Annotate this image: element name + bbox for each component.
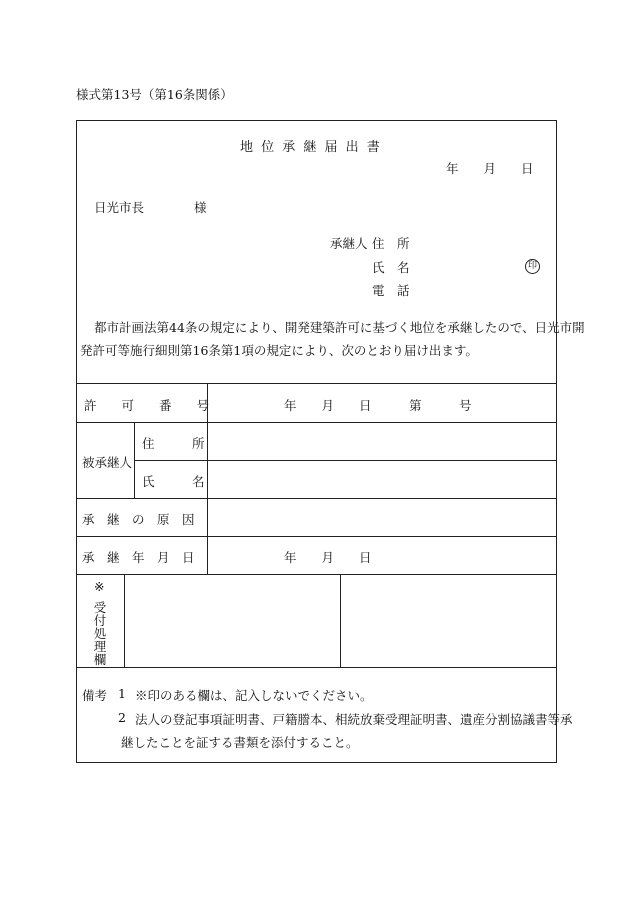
succession-reason-label: 承 継 の 原 因: [82, 512, 195, 527]
succession-date-value: 年 月 日: [284, 550, 372, 565]
reception-label-char: 処: [93, 626, 107, 641]
divider-line: [76, 574, 556, 575]
predecessor-label: 被承継人: [82, 455, 133, 470]
remark-2-number: 2: [118, 710, 126, 725]
reception-mark: ※: [94, 579, 105, 594]
applicant-address-label: 住 所: [372, 236, 410, 251]
submission-date: 年 月 日: [446, 161, 534, 176]
permit-number-value: 年 月 日 第 号: [284, 398, 472, 413]
predecessor-address-label: 住 所: [142, 436, 205, 451]
form-number: 様式第13号（第16条関係）: [76, 87, 233, 102]
addressee: 日光市長 様: [94, 200, 207, 215]
applicant-role: 承継人: [330, 236, 368, 251]
form-title: 地 位 承 継 届 出 書: [240, 140, 382, 155]
seal-mark: 印: [525, 259, 540, 274]
applicant-phone-label: 電 話: [372, 283, 410, 298]
divider-line: [76, 383, 556, 384]
divider-line: [76, 667, 556, 668]
body-text-line1: 都市計画法第44条の規定により、開発建築許可に基づく地位を承継したので、日光市開: [94, 320, 585, 335]
succession-date-label: 承 継 年 月 日: [82, 550, 195, 565]
body-text-line2: 発許可等施行細則第16条第1項の規定により、次のとおり届け出ます。: [80, 343, 478, 358]
reception-label-char: 付: [93, 613, 107, 628]
column-line: [134, 422, 135, 498]
column-line: [340, 574, 341, 667]
divider-line: [76, 498, 556, 499]
remark-1-number: 1: [118, 686, 126, 701]
predecessor-name-label: 氏 名: [142, 474, 205, 489]
divider-line: [76, 536, 556, 537]
remark-2-text-line2: 継したことを証する書類を添付すること。: [121, 735, 359, 750]
remark-2-text-line1: 法人の登記事項証明書、戸籍謄本、相続放棄受理証明書、遺産分割協議書等承: [135, 712, 573, 727]
divider-line: [76, 422, 556, 423]
applicant-name-label: 氏 名: [372, 260, 410, 275]
remark-1-text: ※印のある欄は、記入しないでください。: [135, 688, 373, 703]
reception-label-char: 理: [93, 639, 107, 654]
column-line: [124, 574, 125, 667]
remarks-label: 備考: [82, 688, 108, 703]
reception-label-char: 受: [93, 600, 107, 615]
permit-number-label: 許 可 番 号: [84, 398, 210, 413]
divider-line: [134, 460, 556, 461]
reception-label-char: 欄: [93, 652, 107, 667]
